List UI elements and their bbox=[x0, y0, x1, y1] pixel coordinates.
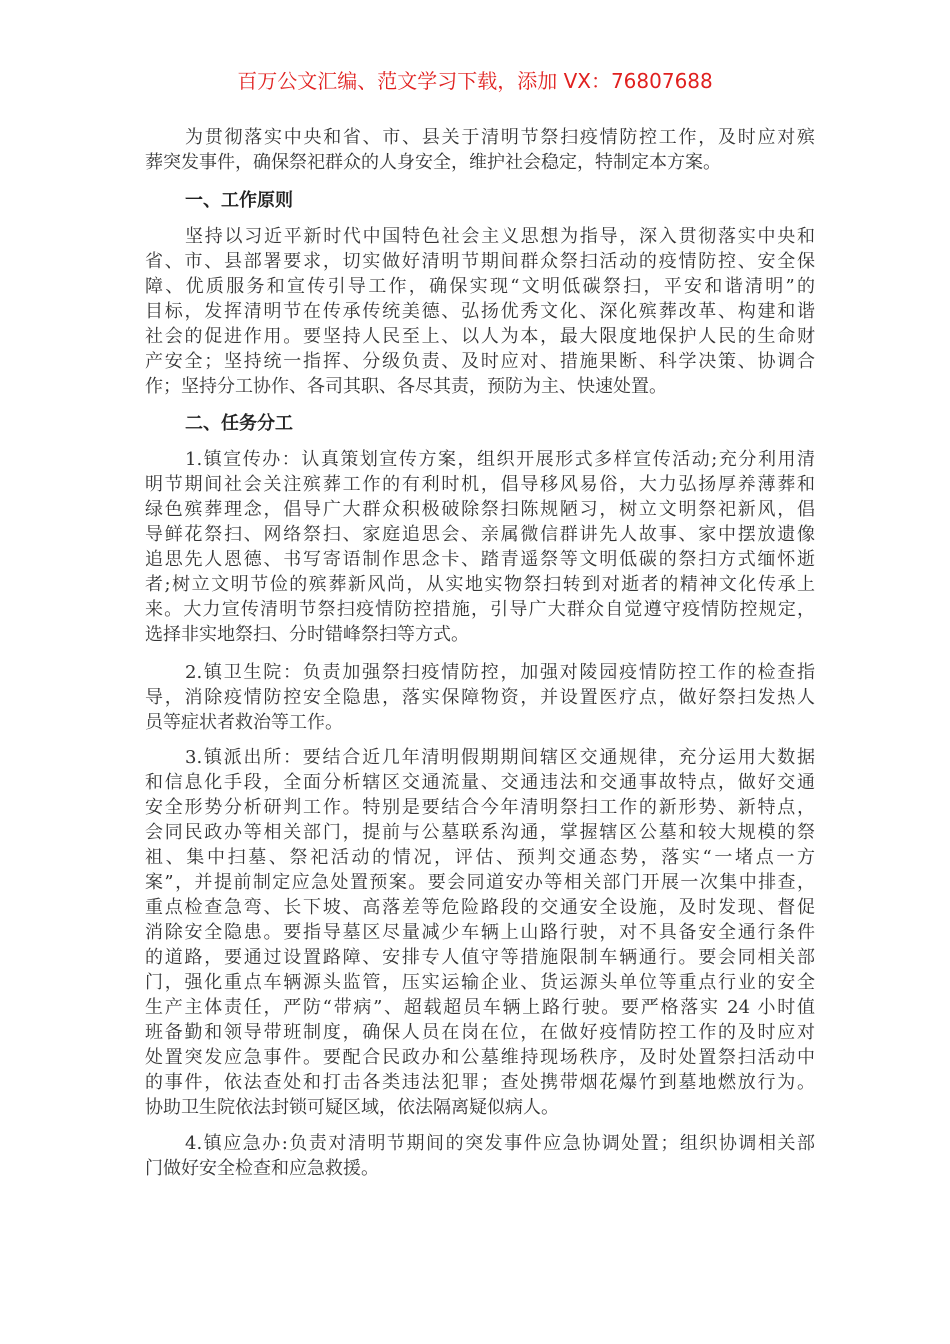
text-line: 和信息化手段，全面分析辖区交通流量、交通违法和交通事故特点，做好交通 bbox=[145, 772, 815, 793]
text-line: 的道路，要通过设置路障、安排专人值守等措施限制车辆通行。要会同相关部 bbox=[145, 947, 815, 968]
text-line: 门做好安全检查和应急救援。 bbox=[145, 1158, 379, 1179]
task-paragraph-2 bbox=[145, 660, 815, 735]
text-line: 处置突发应急事件。要配合民政办和公墓维持现场秩序，及时处置祭扫活动中 bbox=[145, 1047, 815, 1068]
text-line: 绿色殡葬理念，倡导广大群众积极破除祭扫陈规陋习，树立文明祭祀新风，倡 bbox=[145, 499, 815, 520]
text-line: 协助卫生院依法封锁可疑区域，依法隔离疑似病人。 bbox=[145, 1097, 559, 1118]
text-line: 来。大力宣传清明节祭扫疫情防控措施，引导广大群众自觉遵守疫情防控规定， bbox=[145, 599, 815, 620]
text-line: 安全形势分析研判工作。特别是要结合今年清明祭扫工作的新形势、新特点， bbox=[145, 797, 815, 818]
text-line: 1.镇宣传办：认真策划宣传方案，组织开展形式多样宣传活动;充分利用清 bbox=[185, 449, 815, 470]
watermark-banner: 百万公文汇编、范文学习下载，添加 VX：76807688 bbox=[237, 69, 713, 93]
text-line: 葬突发事件，确保祭祀群众的人身安全，维护社会稳定，特制定本方案。 bbox=[145, 152, 721, 173]
text-line: 目标，发挥清明节在传承传统美德、弘扬优秀文化、深化殡葬改革、构建和谐 bbox=[145, 301, 815, 322]
text-line: 省、市、县部署要求，切实做好清明节期间群众祭扫活动的疫情防控、安全保 bbox=[145, 251, 815, 272]
text-line: 员等症状者救治等工作。 bbox=[145, 712, 343, 733]
text-line: 生产主体责任，严防“带病”、超载超员车辆上路行驶。要严格落实 24 小时值 bbox=[145, 997, 815, 1018]
text-line: 4.镇应急办:负责对清明节期间的突发事件应急协调处置；组织协调相关部 bbox=[185, 1133, 815, 1154]
section-heading-principles: 一、工作原则 bbox=[185, 190, 293, 211]
text-line: 消除安全隐患。要指导墓区尽量减少车辆上山路行驶，对不具备安全通行条件 bbox=[145, 922, 815, 943]
text-line: 产安全；坚持统一指挥、分级负责、及时应对、措施果断、科学决策、协调合 bbox=[145, 351, 815, 372]
text-line: 2.镇卫生院：负责加强祭扫疫情防控，加强对陵园疫情防控工作的检查指 bbox=[185, 662, 815, 683]
text-line: 选择非实地祭扫、分时错峰祭扫等方式。 bbox=[145, 624, 469, 645]
text-line: 坚持以习近平新时代中国特色社会主义思想为指导，深入贯彻落实中央和 bbox=[185, 226, 815, 247]
task-paragraph-4 bbox=[145, 1131, 815, 1181]
text-line: 追思先人恩德、书写寄语制作思念卡、踏青遥祭等文明低碳的祭扫方式缅怀逝 bbox=[145, 549, 815, 570]
intro-paragraph bbox=[145, 125, 815, 175]
principles-paragraph bbox=[145, 224, 815, 399]
text-line: 导，消除疫情防控安全隐患，落实保障物资，并设置医疗点，做好祭扫发热人 bbox=[145, 687, 815, 708]
text-line: 会同民政办等相关部门，提前与公墓联系沟通，掌握辖区公墓和较大规模的祭 bbox=[145, 822, 815, 843]
task-paragraph-3 bbox=[145, 745, 815, 1120]
text-line: 者;树立文明节俭的殡葬新风尚，从实地实物祭扫转到对逝者的精神文化传承上 bbox=[145, 574, 815, 595]
text-line: 门，强化重点车辆源头监管，压实运输企业、货运源头单位等重点行业的安全 bbox=[145, 972, 815, 993]
text-line: 的事件，依法查处和打击各类违法犯罪；查处携带烟花爆竹到墓地燃放行为。 bbox=[145, 1072, 815, 1093]
task-paragraph-1 bbox=[145, 447, 815, 647]
text-line: 导鲜花祭扫、网络祭扫、家庭追思会、亲属微信群讲先人故事、家中摆放遗像 bbox=[145, 524, 815, 545]
text-line: 社会的促进作用。要坚持人民至上、以人为本，最大限度地保护人民的生命财 bbox=[145, 326, 815, 347]
text-line: 案”，并提前制定应急处置预案。要会同道安办等相关部门开展一次集中排查， bbox=[145, 872, 815, 893]
section-heading-tasks: 二、任务分工 bbox=[185, 413, 293, 434]
text-line: 明节期间社会关注殡葬工作的有利时机，倡导移风易俗，大力弘扬厚养薄葬和 bbox=[145, 474, 815, 495]
text-line: 重点检查急弯、长下坡、高落差等危险路段的交通安全设施，及时发现、督促 bbox=[145, 897, 815, 918]
text-line: 祖、集中扫墓、祭祀活动的情况，评估、预判交通态势，落实“一堵点一方 bbox=[145, 847, 815, 868]
text-line: 3.镇派出所：要结合近几年清明假期期间辖区交通规律，充分运用大数据 bbox=[185, 747, 815, 768]
text-line: 班备勤和领导带班制度，确保人员在岗在位，在做好疫情防控工作的及时应对 bbox=[145, 1022, 815, 1043]
text-line: 作；坚持分工协作、各司其职、各尽其责，预防为主、快速处置。 bbox=[145, 376, 667, 397]
text-line: 障、优质服务和宣传引导工作，确保实现“文明低碳祭扫，平安和谐清明”的 bbox=[145, 276, 815, 297]
text-line: 为贯彻落实中央和省、市、县关于清明节祭扫疫情防控工作，及时应对殡 bbox=[185, 127, 815, 148]
